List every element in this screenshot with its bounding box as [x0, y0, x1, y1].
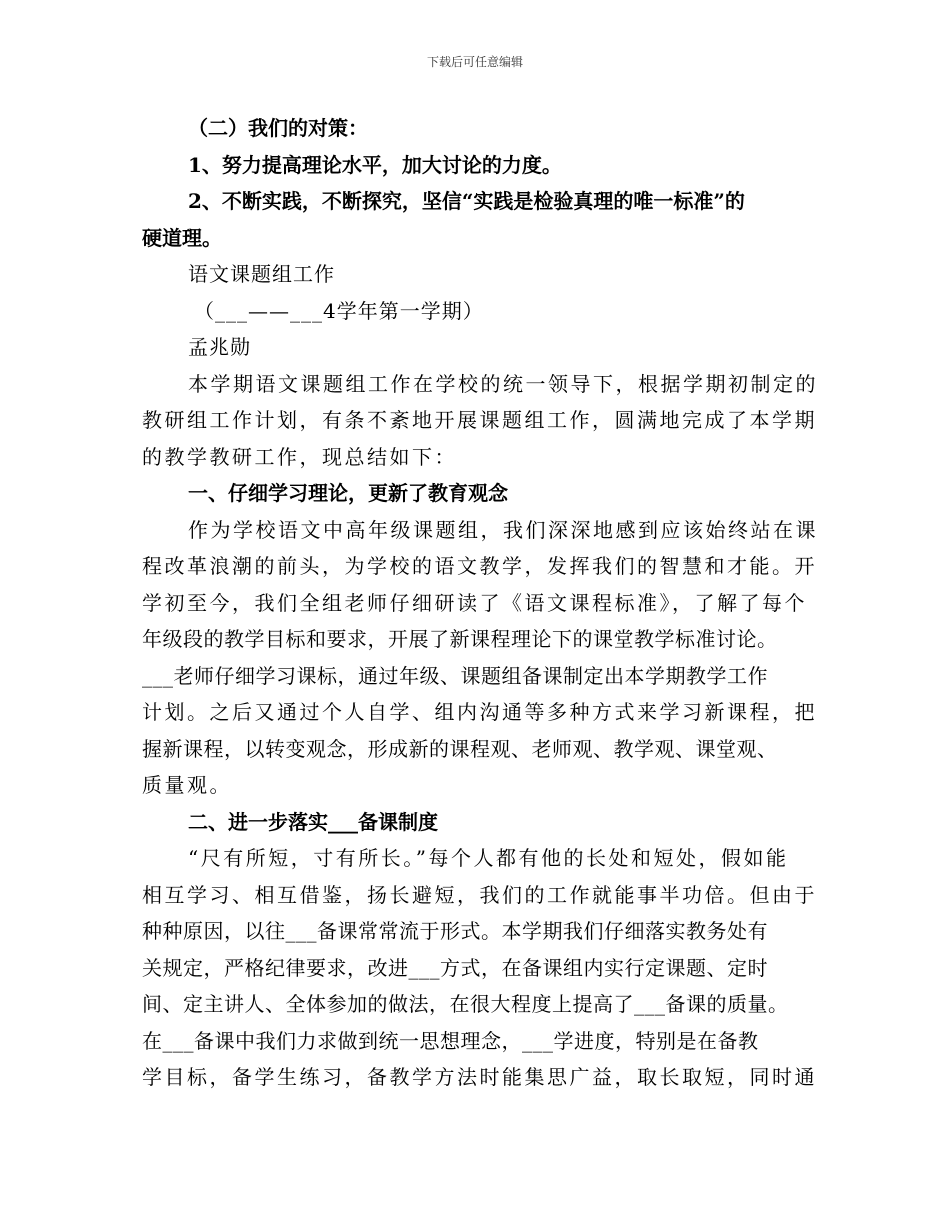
paragraph-line: 质量观。	[142, 773, 232, 797]
paragraph-line: 计划。之后又通过个人自学、组内沟通等多种方式来学习新课程，把	[142, 700, 817, 724]
report-author: 孟兆勋	[188, 335, 251, 359]
paragraph-line: 作为学校语文中高年级课题组，我们深深地感到应该始终站在课	[188, 517, 818, 542]
countermeasure-item-1: 1、努力提高理论水平，加大讨论的力度。	[188, 152, 562, 177]
report-title: 语文课题组工作	[188, 262, 335, 286]
paragraph-line: 在___备课中我们力求做到统一思想理念，___学进度，特别是在备教	[142, 1028, 759, 1053]
section-heading-lesson-prep: 二、进一步落实___备课制度	[188, 809, 438, 834]
paragraph-line: 学目标，备学生练习，备教学方法时能集思广益，取长取短，同时通	[142, 1065, 817, 1089]
paragraph-line: 间、定主讲人、全体参加的做法，在很大程度上提高了___备课的质量。	[142, 992, 789, 1016]
paragraph-line: 关规定，严格纪律要求，改进___方式，在备课组内实行定课题、定时	[142, 955, 768, 980]
section-heading-theory: 一、仔细学习理论，更新了教育观念	[188, 481, 508, 505]
section-heading-countermeasures: （二）我们的对策：	[188, 116, 368, 140]
report-term: （___——___4学年第一学期）	[194, 298, 484, 323]
countermeasure-item-2-continued: 硬道理。	[142, 225, 222, 250]
paragraph-line: 年级段的教学目标和要求，开展了新课程理论下的课堂教学标准讨论。	[142, 627, 778, 651]
paragraph-line: 程改革浪潮的前头，为学校的语文教学，发挥我们的智慧和才能。开	[142, 554, 817, 578]
paragraph-line: 相互学习、相互借鉴，扬长避短，我们的工作就能事半功倍。但由于	[142, 882, 817, 907]
countermeasure-item-2: 2、不断实践，不断探究，坚信“实践是检验真理的唯一标准”的	[188, 189, 745, 213]
paragraph-line: “尺有所短，寸有所长。”每个人都有他的长处和短处，假如能	[188, 846, 789, 870]
paragraph-line: 教研组工作计划，有条不紊地开展课题组工作，圆满地完成了本学期	[142, 408, 817, 432]
paragraph-line: 本学期语文课题组工作在学校的统一领导下，根据学期初制定的	[188, 371, 818, 396]
paragraph-line: 的教学教研工作，现总结如下：	[142, 444, 457, 469]
paragraph-line: 学初至今，我们全组老师仔细研读了《语文课程标准》，了解了每个	[142, 590, 807, 615]
paragraph-line: 握新课程，以转变观念，形成新的课程观、老师观、教学观、课堂观、	[142, 736, 778, 761]
page-header-note: 下载后可任意编辑	[426, 55, 523, 69]
paragraph-line: ___老师仔细学习课标，通过年级、课题组备课制定出本学期教学工作	[142, 663, 768, 688]
paragraph-line: 种种原因，以往___备课常常流于形式。本学期我们仔细落实教务处有	[142, 919, 768, 943]
document-body	[142, 110, 828, 1096]
